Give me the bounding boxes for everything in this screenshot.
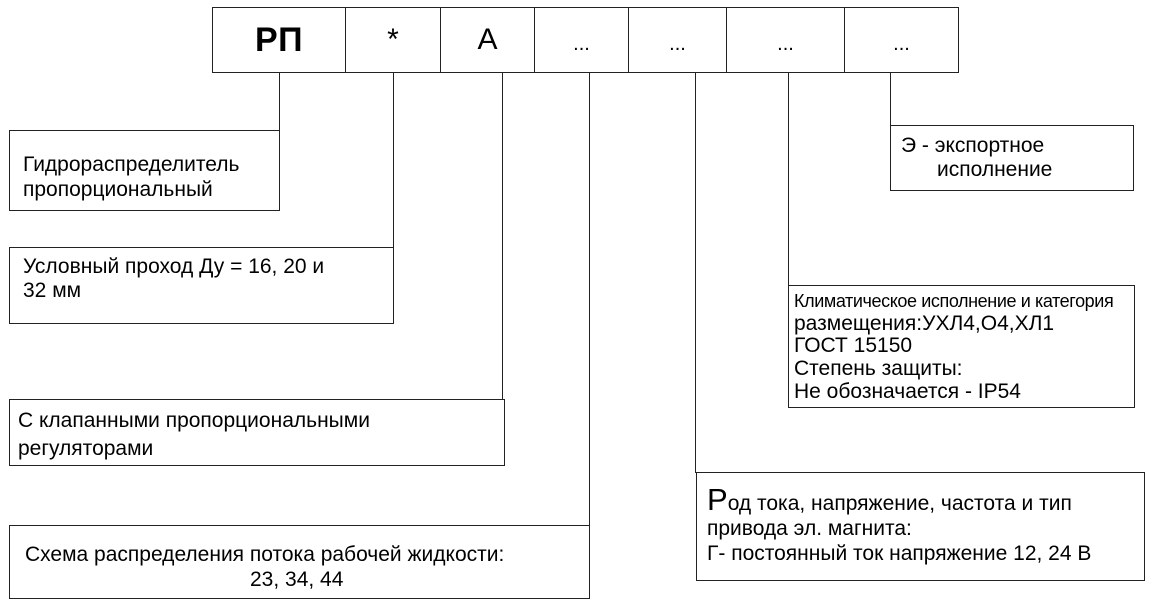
description-current-line3: Г- постоянный ток напряжение 12, 24 В bbox=[707, 541, 1092, 565]
description-current bbox=[696, 472, 1145, 581]
description-bore-line2: 32 мм bbox=[23, 279, 82, 303]
description-current-first-letter: Р bbox=[707, 482, 728, 517]
description-bore-line1: Условный проход Ду = 16, 20 и bbox=[23, 255, 325, 278]
designation-cell-scheme-label: ... bbox=[573, 33, 590, 55]
connector-line-bore bbox=[393, 73, 394, 248]
description-climate-line1: Климатическое исполнение и категория bbox=[794, 291, 1114, 311]
description-climate bbox=[788, 285, 1135, 408]
designation-cell-climate bbox=[726, 7, 845, 73]
description-export bbox=[890, 125, 1134, 191]
description-valves-line2: регуляторами bbox=[18, 437, 154, 461]
connector-line-scheme bbox=[589, 73, 590, 526]
designation-cell-bore-label: * bbox=[387, 23, 399, 56]
designation-cell-rp bbox=[212, 7, 346, 73]
description-climate-line5: Не обозначается - IP54 bbox=[794, 379, 1021, 403]
description-current-line1-rest: од тока, напряжение, частота и тип bbox=[727, 492, 1072, 515]
connector-line-valves bbox=[502, 73, 503, 400]
designation-cell-export-label: ... bbox=[893, 33, 910, 55]
description-type-line1: Гидрораспределитель bbox=[23, 153, 240, 176]
designation-cell-bore bbox=[345, 7, 441, 73]
designation-cell-current-label: ... bbox=[669, 33, 686, 55]
connector-line-type bbox=[279, 73, 280, 131]
description-scheme-line2: 23, 34, 44 bbox=[250, 567, 344, 591]
description-climate-line3: ГОСТ 15150 bbox=[794, 334, 913, 358]
designation-cell-rp-label: РП bbox=[254, 21, 304, 59]
description-scheme bbox=[9, 525, 590, 599]
description-valves bbox=[9, 399, 505, 466]
designation-cell-valves bbox=[440, 7, 535, 73]
description-current-line2: привода эл. магнита: bbox=[707, 516, 912, 540]
description-bore bbox=[9, 247, 394, 324]
description-export-line2: исполнение bbox=[937, 158, 1053, 182]
designation-cell-climate-label: ... bbox=[777, 33, 794, 55]
description-type-line2: пропорциональный bbox=[23, 178, 213, 202]
designation-cell-export bbox=[844, 7, 959, 73]
connector-line-export bbox=[890, 73, 891, 126]
description-current-line1 bbox=[707, 484, 1136, 517]
connector-line-climate bbox=[788, 73, 789, 286]
description-valves-line1: С клапанными пропорциональными bbox=[18, 409, 370, 432]
designation-cell-current bbox=[628, 7, 727, 73]
designation-cell-valves-label: А bbox=[477, 23, 498, 56]
designation-cell-scheme bbox=[534, 7, 629, 73]
description-climate-line4: Степень защиты: bbox=[794, 356, 963, 380]
description-type bbox=[9, 130, 280, 211]
description-climate-line2: размещения:УХЛ4,О4,ХЛ1 bbox=[794, 311, 1055, 335]
description-export-line1: Э - экспортное bbox=[901, 134, 1045, 157]
connector-line-current bbox=[695, 73, 696, 473]
description-scheme-line1: Схема распределения потока рабочей жидкости: bbox=[25, 543, 505, 566]
